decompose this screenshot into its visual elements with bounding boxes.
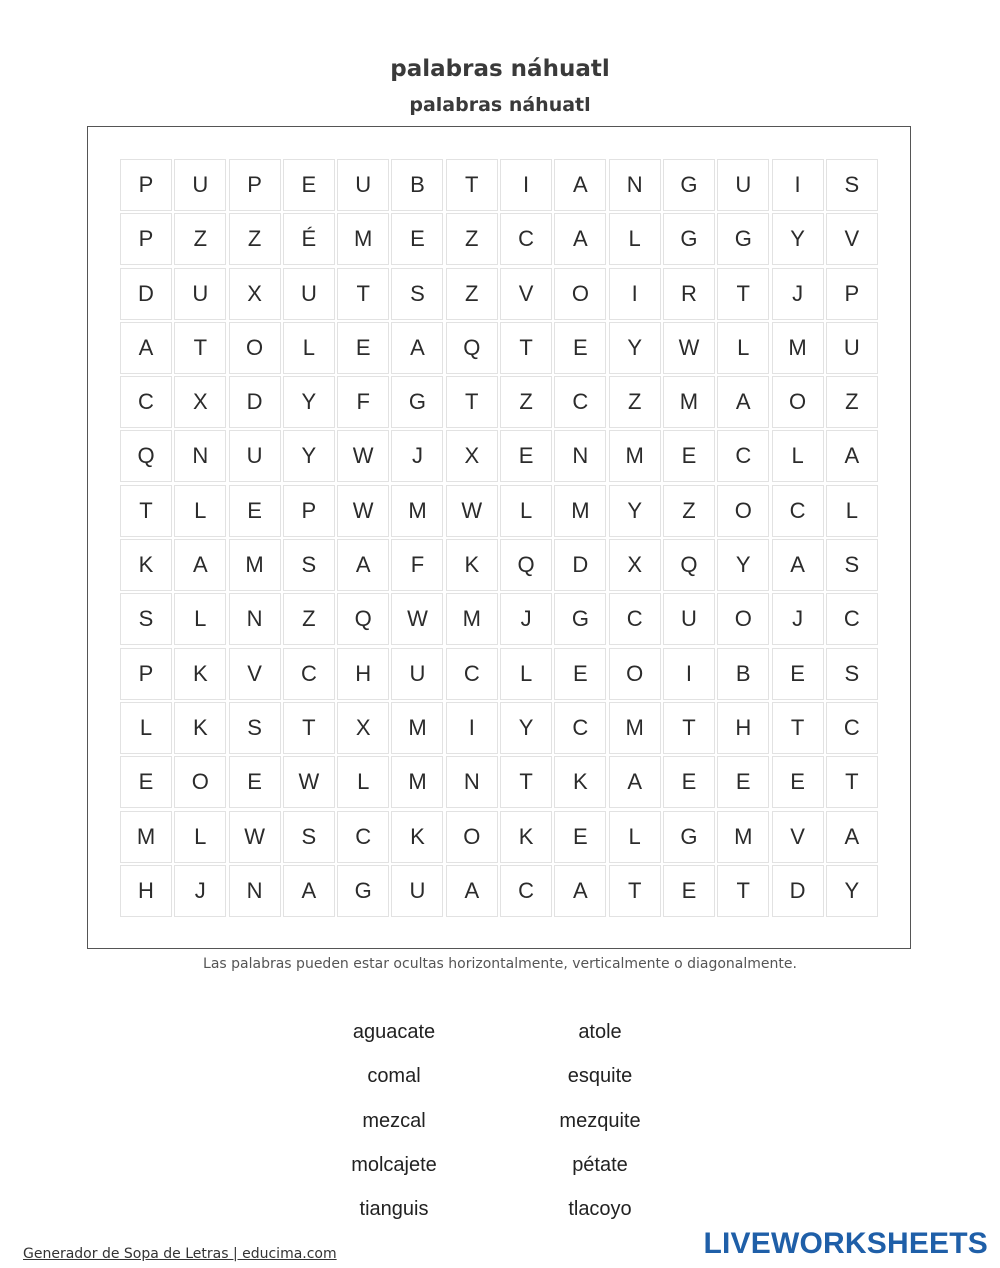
grid-cell[interactable]: W [446, 485, 498, 537]
grid-cell[interactable]: L [174, 593, 226, 645]
grid-cell[interactable]: S [826, 539, 878, 591]
grid-cell[interactable]: N [609, 159, 661, 211]
instructions-text: Las palabras pueden estar ocultas horizontalmente, verticalmente o diagonalmente. [203, 956, 797, 972]
grid-cell[interactable]: A [826, 811, 878, 863]
grid-cell[interactable]: Y [283, 376, 335, 428]
grid-cell[interactable]: A [446, 865, 498, 917]
grid-cell[interactable]: E [772, 756, 824, 808]
grid-cell[interactable]: I [609, 268, 661, 320]
grid-cell[interactable]: U [337, 159, 389, 211]
grid-cell[interactable]: Z [174, 213, 226, 265]
grid-cell[interactable]: A [772, 539, 824, 591]
grid-cell[interactable]: F [337, 376, 389, 428]
grid-cell[interactable]: J [174, 865, 226, 917]
liveworksheets-logo-icon [678, 1233, 701, 1256]
grid-cell[interactable]: S [283, 539, 335, 591]
grid-cell[interactable]: L [609, 213, 661, 265]
grid-cell[interactable]: X [609, 539, 661, 591]
grid-cell[interactable]: M [663, 376, 715, 428]
word-list-item: tianguis [359, 1198, 429, 1221]
grid-cell[interactable]: Z [446, 268, 498, 320]
grid-cell[interactable]: E [717, 756, 769, 808]
grid-cell[interactable]: P [229, 159, 281, 211]
word-list-item: esquite [567, 1065, 633, 1088]
grid-cell[interactable]: T [500, 322, 552, 374]
word-list-item: atole [578, 1021, 622, 1043]
grid-cell[interactable]: C [120, 376, 172, 428]
grid-cell[interactable]: K [120, 539, 172, 591]
word-list-item: pétate [572, 1153, 628, 1176]
grid-cell[interactable]: J [391, 430, 443, 482]
grid-cell[interactable]: N [554, 430, 606, 482]
grid-cell[interactable]: X [229, 268, 281, 320]
word-list-item: aguacate [352, 1021, 436, 1043]
grid-cell[interactable]: L [174, 485, 226, 537]
grid-cell[interactable]: M [337, 213, 389, 265]
grid-cell[interactable]: D [120, 268, 172, 320]
grid-cell[interactable]: C [826, 593, 878, 645]
grid-cell[interactable]: L [120, 702, 172, 754]
grid-cell[interactable]: A [554, 213, 606, 265]
grid-cell[interactable]: Q [663, 539, 715, 591]
grid-cell[interactable]: T [609, 865, 661, 917]
grid-cell[interactable]: É [283, 213, 335, 265]
grid-cell[interactable]: S [391, 268, 443, 320]
grid-cell[interactable]: Y [609, 322, 661, 374]
grid-cell[interactable]: O [772, 376, 824, 428]
grid-cell[interactable]: E [554, 322, 606, 374]
grid-cell[interactable]: O [229, 322, 281, 374]
word-list-item: mezquite [559, 1109, 641, 1132]
grid-cell[interactable]: U [174, 268, 226, 320]
grid-cell[interactable]: M [772, 322, 824, 374]
grid-cell[interactable]: O [446, 811, 498, 863]
grid-cell[interactable]: G [337, 865, 389, 917]
grid-cell[interactable]: K [446, 539, 498, 591]
grid-cell[interactable]: J [772, 268, 824, 320]
grid-cell[interactable]: A [826, 430, 878, 482]
grid-cell[interactable]: X [337, 702, 389, 754]
grid-cell[interactable]: M [609, 430, 661, 482]
grid-cell[interactable]: G [663, 213, 715, 265]
grid-cell[interactable]: O [717, 593, 769, 645]
grid-cell[interactable]: E [337, 322, 389, 374]
liveworksheets-brand[interactable] [678, 1227, 989, 1261]
grid-cell[interactable]: V [826, 213, 878, 265]
grid-cell[interactable]: A [337, 539, 389, 591]
grid-cell[interactable]: R [663, 268, 715, 320]
grid-cell[interactable]: Y [772, 213, 824, 265]
grid-cell[interactable]: K [554, 756, 606, 808]
grid-cell[interactable]: M [120, 811, 172, 863]
grid-cell[interactable]: V [500, 268, 552, 320]
grid-cell[interactable]: G [663, 159, 715, 211]
grid-cell[interactable]: M [229, 539, 281, 591]
grid-cell[interactable]: E [229, 756, 281, 808]
grid-cell[interactable]: K [391, 811, 443, 863]
grid-cell[interactable]: M [446, 593, 498, 645]
grid-cell[interactable]: L [174, 811, 226, 863]
word-list-item: molcajete [351, 1153, 437, 1176]
grid-cell[interactable]: Q [337, 593, 389, 645]
grid-cell[interactable]: C [609, 593, 661, 645]
grid-cell[interactable]: S [229, 702, 281, 754]
grid-cell[interactable]: L [609, 811, 661, 863]
grid-cell[interactable]: T [446, 159, 498, 211]
grid-cell[interactable]: M [391, 756, 443, 808]
grid-cell[interactable]: W [229, 811, 281, 863]
grid-cell[interactable]: E [554, 811, 606, 863]
grid-cell[interactable]: I [663, 648, 715, 700]
grid-cell[interactable]: T [337, 268, 389, 320]
grid-cell[interactable]: T [500, 756, 552, 808]
grid-cell[interactable]: A [554, 159, 606, 211]
grid-cell[interactable]: B [391, 159, 443, 211]
grid-cell[interactable]: F [391, 539, 443, 591]
grid-cell[interactable]: E [663, 430, 715, 482]
grid-cell[interactable]: N [229, 865, 281, 917]
grid-cell[interactable]: I [446, 702, 498, 754]
grid-cell[interactable]: W [391, 593, 443, 645]
grid-cell[interactable]: U [717, 159, 769, 211]
grid-cell[interactable]: U [826, 322, 878, 374]
grid-cell[interactable]: M [391, 485, 443, 537]
grid-cell[interactable]: C [500, 213, 552, 265]
grid-cell[interactable]: Y [609, 485, 661, 537]
grid-cell[interactable]: E [391, 213, 443, 265]
grid-cell[interactable]: H [717, 702, 769, 754]
grid-cell[interactable]: J [772, 593, 824, 645]
grid-cell[interactable]: M [609, 702, 661, 754]
grid-cell[interactable]: L [717, 322, 769, 374]
grid-cell[interactable]: W [337, 485, 389, 537]
grid-cell[interactable]: K [500, 811, 552, 863]
grid-cell[interactable]: A [609, 756, 661, 808]
grid-cell[interactable]: Y [717, 539, 769, 591]
grid-cell[interactable]: A [391, 322, 443, 374]
grid-cell[interactable]: C [554, 376, 606, 428]
grid-cell[interactable]: Y [826, 865, 878, 917]
word-list-item: mezcal [362, 1109, 426, 1132]
grid-cell[interactable]: G [717, 213, 769, 265]
grid-cell[interactable]: Q [446, 322, 498, 374]
page-title: palabras náhuatl [390, 56, 610, 82]
grid-cell[interactable]: L [772, 430, 824, 482]
grid-cell[interactable]: Z [229, 213, 281, 265]
grid-cell[interactable]: E [500, 430, 552, 482]
grid-cell[interactable]: M [717, 811, 769, 863]
grid-cell[interactable]: A [174, 539, 226, 591]
grid-cell[interactable]: I [500, 159, 552, 211]
grid-cell[interactable]: S [120, 593, 172, 645]
grid-cell[interactable]: A [283, 865, 335, 917]
grid-cell[interactable]: Z [500, 376, 552, 428]
grid-cell[interactable]: S [826, 648, 878, 700]
grid-cell[interactable]: C [717, 430, 769, 482]
grid-cell[interactable]: V [229, 648, 281, 700]
grid-cell[interactable]: Z [663, 485, 715, 537]
word-list-item: tlacoyo [568, 1198, 632, 1221]
grid-cell[interactable]: U [283, 268, 335, 320]
grid-cell[interactable]: L [337, 756, 389, 808]
grid-cell[interactable]: T [826, 756, 878, 808]
grid-cell[interactable]: O [174, 756, 226, 808]
grid-cell[interactable]: S [826, 159, 878, 211]
grid-cell[interactable]: U [174, 159, 226, 211]
grid-cell[interactable]: C [826, 702, 878, 754]
grid-cell[interactable]: T [120, 485, 172, 537]
grid-cell[interactable]: N [174, 430, 226, 482]
grid-cell[interactable]: K [174, 648, 226, 700]
grid-cell[interactable]: J [500, 593, 552, 645]
grid-cell[interactable]: D [554, 539, 606, 591]
grid-cell[interactable]: L [500, 648, 552, 700]
grid-cell[interactable]: C [772, 485, 824, 537]
grid-cell[interactable]: W [663, 322, 715, 374]
grid-cell[interactable]: P [120, 648, 172, 700]
grid-cell[interactable]: D [772, 865, 824, 917]
grid-cell[interactable]: N [446, 756, 498, 808]
brand-text: LIVEWORKSHEETS [703, 1227, 988, 1260]
grid-cell[interactable]: P [283, 485, 335, 537]
grid-cell[interactable]: O [554, 268, 606, 320]
grid-cell[interactable]: C [500, 865, 552, 917]
grid-cell[interactable]: Z [609, 376, 661, 428]
grid-cell[interactable]: I [772, 159, 824, 211]
grid-cell[interactable]: N [229, 593, 281, 645]
grid-cell[interactable]: Z [283, 593, 335, 645]
grid-cell[interactable]: U [391, 648, 443, 700]
grid-cell[interactable]: A [554, 865, 606, 917]
grid-cell[interactable]: G [391, 376, 443, 428]
grid-cell[interactable]: X [446, 430, 498, 482]
grid-cell[interactable]: U [663, 593, 715, 645]
grid-cell[interactable]: E [229, 485, 281, 537]
grid-cell[interactable]: P [120, 159, 172, 211]
grid-cell[interactable]: C [446, 648, 498, 700]
grid-cell[interactable]: C [554, 702, 606, 754]
grid-cell[interactable]: L [500, 485, 552, 537]
grid-cell[interactable]: E [663, 865, 715, 917]
grid-cell[interactable]: T [283, 702, 335, 754]
grid-cell[interactable]: A [717, 376, 769, 428]
generator-link[interactable]: Generador de Sopa de Letras | educima.com [23, 1246, 337, 1262]
grid-cell[interactable]: P [120, 213, 172, 265]
grid-cell[interactable]: G [663, 811, 715, 863]
word-list [294, 1014, 706, 1235]
grid-cell[interactable]: A [120, 322, 172, 374]
grid-cell[interactable]: T [446, 376, 498, 428]
grid-cell[interactable]: S [283, 811, 335, 863]
grid-cell[interactable]: M [554, 485, 606, 537]
grid-cell[interactable]: T [174, 322, 226, 374]
grid-cell[interactable]: U [391, 865, 443, 917]
grid-cell[interactable]: Z [446, 213, 498, 265]
grid-cell[interactable]: Y [500, 702, 552, 754]
grid-cell[interactable]: V [772, 811, 824, 863]
grid-cell[interactable]: L [826, 485, 878, 537]
grid-cell[interactable]: H [337, 648, 389, 700]
grid-cell[interactable]: W [283, 756, 335, 808]
grid-cell[interactable]: Y [283, 430, 335, 482]
grid-cell[interactable]: Z [826, 376, 878, 428]
grid-cell[interactable]: T [772, 702, 824, 754]
grid-cell[interactable]: C [337, 811, 389, 863]
grid-cell[interactable]: O [609, 648, 661, 700]
letter-grid[interactable] [120, 159, 878, 917]
grid-cell[interactable]: T [717, 865, 769, 917]
grid-cell[interactable]: P [826, 268, 878, 320]
word-list-item: comal [367, 1065, 421, 1088]
grid-cell[interactable]: W [337, 430, 389, 482]
grid-cell[interactable]: C [283, 648, 335, 700]
grid-cell[interactable]: U [229, 430, 281, 482]
grid-cell[interactable]: K [174, 702, 226, 754]
grid-cell[interactable]: E [663, 756, 715, 808]
grid-cell[interactable]: T [663, 702, 715, 754]
grid-cell[interactable]: M [391, 702, 443, 754]
grid-cell[interactable]: L [283, 322, 335, 374]
grid-cell[interactable]: E [283, 159, 335, 211]
grid-cell[interactable]: B [717, 648, 769, 700]
grid-cell[interactable]: H [120, 865, 172, 917]
grid-cell[interactable]: Q [120, 430, 172, 482]
grid-cell[interactable]: Q [500, 539, 552, 591]
grid-cell[interactable]: O [717, 485, 769, 537]
grid-cell[interactable]: D [229, 376, 281, 428]
grid-cell[interactable]: E [120, 756, 172, 808]
grid-cell[interactable]: G [554, 593, 606, 645]
grid-cell[interactable]: X [174, 376, 226, 428]
grid-cell[interactable]: E [554, 648, 606, 700]
grid-cell[interactable]: T [717, 268, 769, 320]
grid-cell[interactable]: E [772, 648, 824, 700]
page-subtitle: palabras náhuatl [409, 94, 591, 116]
